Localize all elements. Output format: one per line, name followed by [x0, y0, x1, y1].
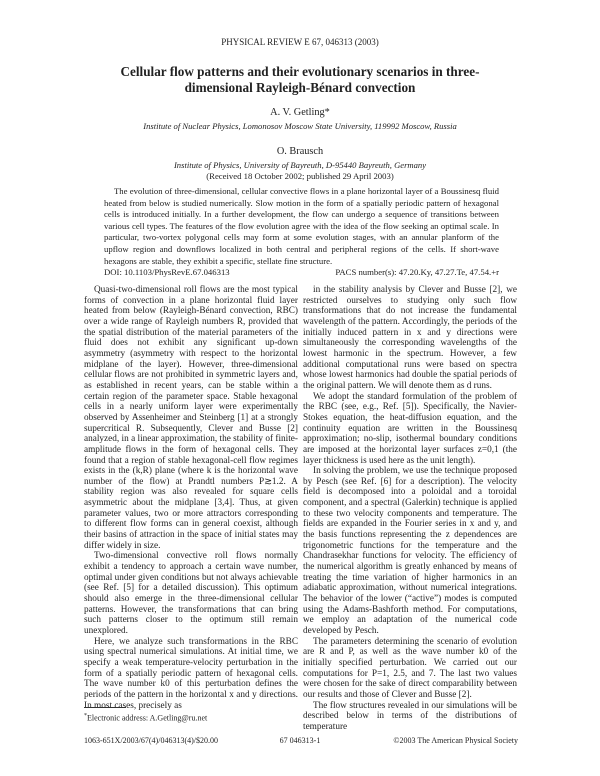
received-date: (Received 18 October 2002; published 29 April 2003): [206, 171, 394, 181]
footer-copyright: ©2003 The American Physical Society: [393, 736, 518, 745]
body-paragraph: Two-dimensional convective roll flows normally exhibit a tendency to approach a certain wave number, optimal under given conditions but not always achievable (see Ref. [5] for a detailed discussion). This optimum should also emerge in the three-dimensional cellular patterns. However, the transformations that can bring such patterns closer to the optimum still remain unexplored.: [84, 551, 298, 636]
body-paragraph: In solving the problem, we use the technique proposed by Pesch (see Ref. [6] for a description). The velocity field is decomposed into a poloidal and a toroidal component, and a spectral (Galerkin) technique is applied to these two velocity components and temperature. The fields are expanded in the Fourier series in x and y, and the basis functions representing the z dependences are trigonometric functions for the temperature and the Chandrasekhar functions for velocity. The efficiency of the numerical algorithm is greatly enhanced by means of treating the time variation of higher harmonics in an adiabatic approximation, without numerical integrations. The behavior of the lower (“active”) modes is computed using the Adams-Bashforth method. For computations, we employ an adaptation of the numerical code developed by Pesch.: [303, 466, 517, 636]
body-paragraph: Here, we analyze such transformations in the RBC using spectral numerical simulations. At initial time, we specify a weak temperature-velocity perturbation in the form of a spatially periodic pattern of hexagonal cells. The wave number k0 of this perturbation defines the periods of the pattern in the horizontal x and y directions. In most cases, precisely as: [84, 636, 298, 711]
body-column-right: [303, 285, 517, 733]
footnote-text: Electronic address: A.Getling@ru.net: [87, 713, 208, 723]
author-affiliation: Institute of Physics, University of Bayreuth, D-95440 Bayreuth, Germany: [173, 160, 427, 170]
body-paragraph: The parameters determining the scenario of evolution are R and P, as well as the wave number k0 of the initially specified perturbation. We carried out our computations for P=1, 2.5, and 7. The last two values were chosen for the sake of direct comparability between our results and those of Clever and Busse [2].: [303, 636, 517, 700]
abstract: The evolution of three-dimensional, cellular convective flows in a plane horizontal layer of a Boussinesq fluid heated from below is studied numerically. Slow motion in the form of a spatially periodic pattern of hexagonal cells is introduced initially. In a further development, the flow can undergo a sequence of transitions between various cell types. The features of the flow evolution agree with the idea of the flow seeking an optimal scale. In particular, two-vortex polygonal cells may form at some evolution stages, with an annular planform of the upflow region and downflows localized in both central and peripheral regions of the cells. If short-wave hexagons are stable, they exhibit a specific, stellate fine structure.: [104, 186, 499, 266]
footnote: [84, 713, 207, 723]
body-column-left: [84, 285, 298, 711]
body-paragraph: Quasi-two-dimensional roll flows are the most typical forms of convection in a plane horizontal fluid layer heated from below (Rayleigh-Bénard convection, RBC) over a wide range of Rayleigh numbers R, provided that the spatial distribution of the material parameters of the fluid does not exhibit any significant up-down asymmetry (asymmetry with respect to the horizontal midplane of the layer). However, three-dimensional cellular flows are not prohibited in symmetric layers and, as established in recent years, can be stable within a certain region of the parameter space. Stable hexagonal cells in a nearly uniform layer were experimentally observed by Assenheimer and Steinberg [1] at a strongly supercritical R. Subsequently, Clever and Busse [2] analyzed, in a linear approximation, the stability of finite-amplitude flows in the form of hexagonal cells. They found that a region of stable hexagonal-cell flow regimes exists in the (k,R) plane (where k is the horizontal wave number of the flow) at Prandtl numbers P≳1.2. A stability region was also revealed for square cells asymmetric about the midplane [3,4]. Thus, at given parameter values, two or more attractors corresponding to different flow forms can in general coexist, although their basins of attraction in the space of initial states may differ widely in size.: [84, 285, 298, 551]
body-paragraph: We adopt the standard formulation of the problem of the RBC (see, e.g., Ref. [5]). Specifically, the Navier-Stokes equation, the heat-diffusion equation, and the continuity equation are written in the Boussinesq approximation; no-slip, isothermal boundary conditions are imposed at the horizontal layer surfaces z=0,1 (the layer thickness is used here as the unit length).: [303, 391, 517, 466]
author-affiliation: Institute of Nuclear Physics, Lomonosov Moscow State University, 119992 Moscow, Russia: [143, 121, 457, 131]
footnote-divider: [84, 707, 126, 708]
pacs-numbers: PACS number(s): 47.20.Ky, 47.27.Te, 47.54.+r: [335, 267, 499, 277]
journal-header: PHYSICAL REVIEW E 67, 046313 (2003): [221, 37, 379, 47]
footer-issn: 1063-651X/2003/67(4)/046313(4)/$20.00: [84, 736, 218, 745]
author-name: A. V. Getling*: [270, 107, 330, 118]
body-paragraph: in the stability analysis by Clever and Busse [2], we restricted ourselves to studying only such flow transformations that do not increase the fundamental wavelength of the pattern. Accordingly, the periods of the initially induced pattern in x and y directions were simultaneously the corresponding wavelengths of the lowest harmonic in the spectrum. However, a few additional computational runs were based on spectra whose lowest harmonics had double the spatial periods of the original pattern. We will denote them as d runs.: [303, 285, 517, 391]
footnote-mark: *: [84, 713, 87, 719]
doi[interactable]: DOI: 10.1103/PhysRevE.67.046313: [104, 267, 230, 277]
author-name: O. Brausch: [276, 146, 324, 157]
footer-page-number: 67 046313-1: [279, 736, 321, 745]
paper-title: Cellular flow patterns and their evolutionary scenarios in three-dimensional Rayleigh-Bénard convection: [120, 64, 480, 95]
body-paragraph: The flow structures revealed in our simulations will be described below in terms of the distributions of temperature: [303, 700, 517, 732]
